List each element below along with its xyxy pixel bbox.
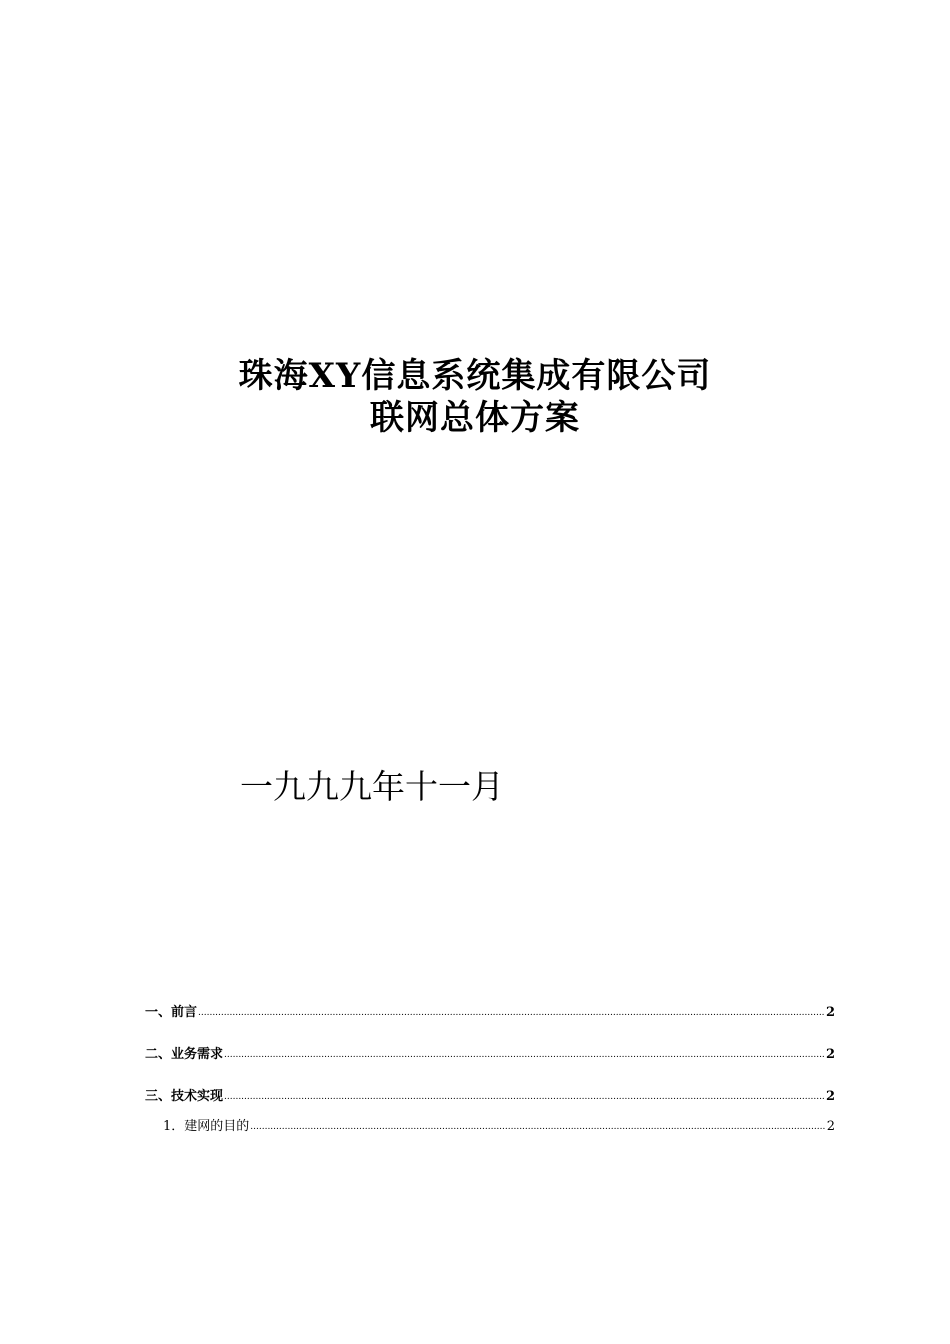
- toc-page-number: 2: [825, 1089, 835, 1104]
- toc-page-number: 2: [825, 1005, 835, 1020]
- table-of-contents: [145, 1003, 835, 1137]
- toc-dot-leader: [224, 1045, 825, 1065]
- toc-dot-leader: [224, 1087, 825, 1107]
- toc-entry-label: 1．建网的目的: [163, 1119, 250, 1134]
- toc-entry-label: 二、业务需求: [145, 1047, 224, 1062]
- toc-entry-business-requirements[interactable]: [145, 1045, 835, 1065]
- toc-dot-leader: [250, 1117, 825, 1137]
- toc-entry-preface[interactable]: [145, 1003, 835, 1023]
- toc-entry-technical-implementation[interactable]: [145, 1087, 835, 1107]
- toc-entry-label: 三、技术实现: [145, 1089, 224, 1104]
- toc-page-number: 2: [826, 1119, 835, 1134]
- toc-dot-leader: [198, 1003, 825, 1023]
- cover-date: 一九九九年十一月: [240, 767, 504, 806]
- toc-entry-network-purpose[interactable]: [145, 1117, 835, 1137]
- toc-page-number: 2: [825, 1047, 835, 1062]
- toc-entry-label: 一、前言: [145, 1005, 198, 1020]
- cover-title: [0, 355, 950, 439]
- title-company: 珠海XY信息系统集成有限公司: [238, 356, 712, 396]
- title-subject: 联网总体方案: [370, 398, 580, 438]
